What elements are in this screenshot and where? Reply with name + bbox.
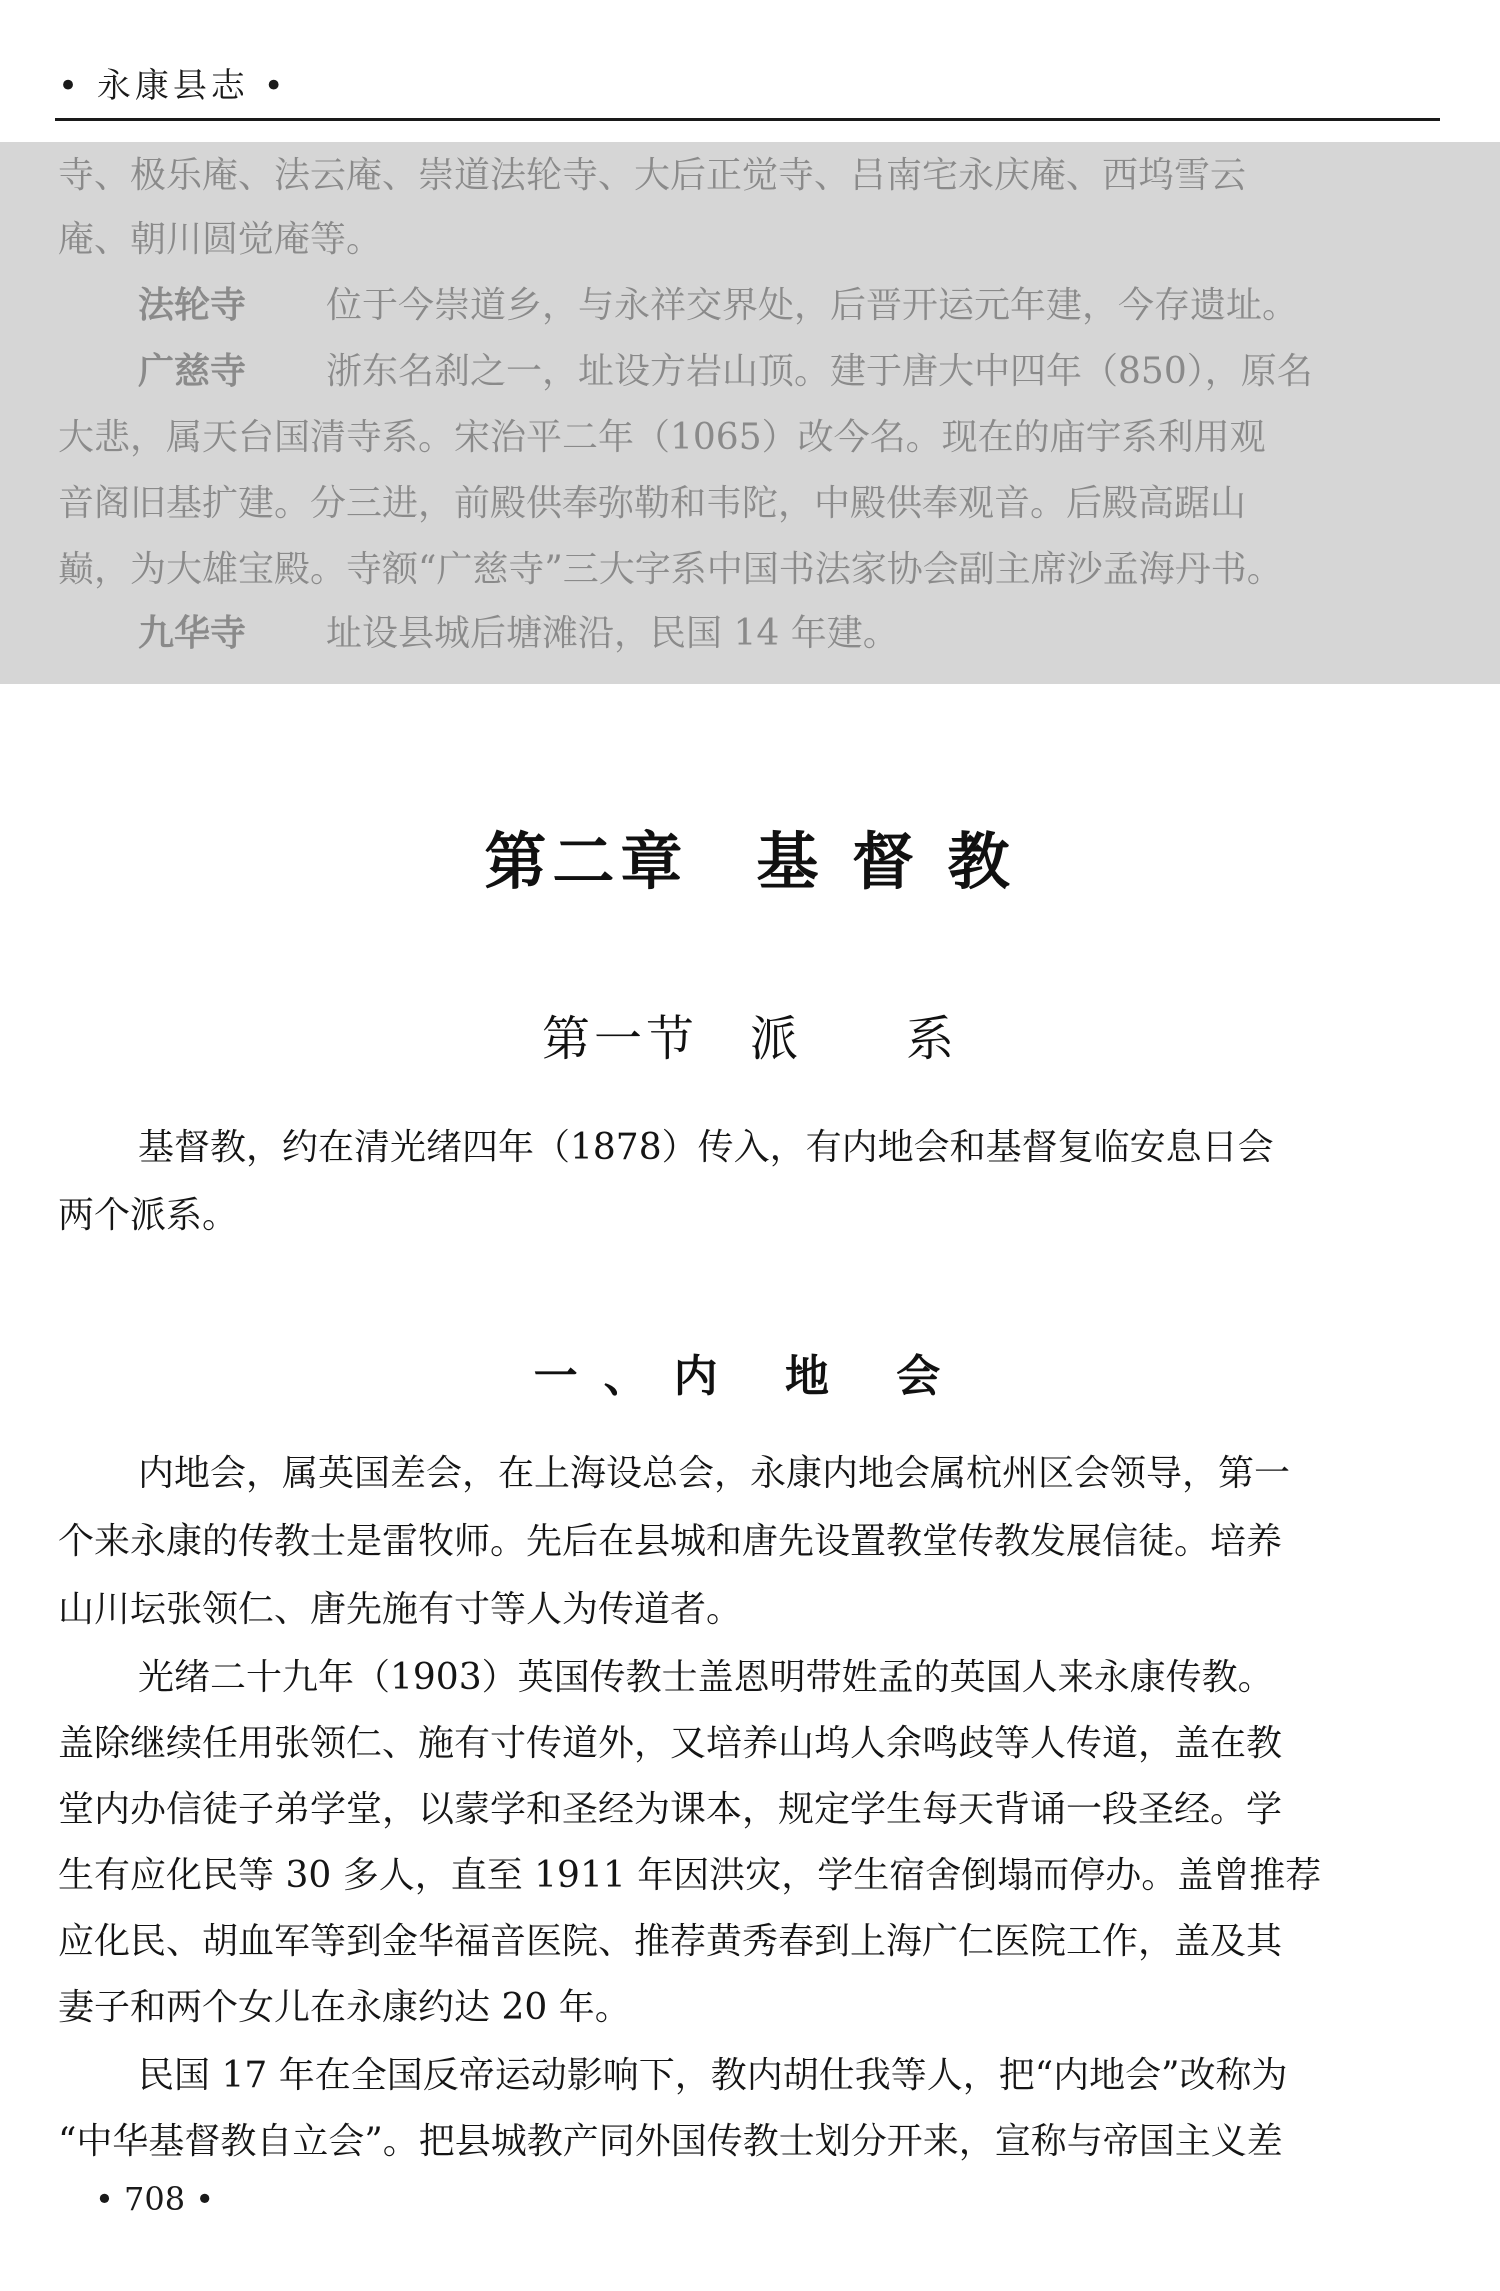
body-line-10: 民国 17 年在全国反帝运动影响下，教内胡仕我等人，把“内地会”改称为 <box>138 2055 1288 2096</box>
body-line-4: 光绪二十九年（1903）英国传教士盖恩明带姓孟的英国人来永康传教。 <box>138 1657 1274 1698</box>
shaded-line-1: 寺、极乐庵、法云庵、崇道法轮寺、大后正觉寺、吕南宅永庆庵、西坞雪云 <box>58 155 1247 196</box>
guangci-temple-label: 广慈寺 <box>138 351 247 392</box>
body-line-8: 应化民、胡血军等到金华福音医院、推荐黄秀春到上海广仁医院工作，盖及其 <box>58 1921 1283 1962</box>
jiuhua-temple-label: 九华寺 <box>138 613 247 654</box>
guangci-temple-entry <box>138 351 1500 392</box>
header-rule <box>55 118 1440 121</box>
body-line-1: 内地会，属英国差会，在上海设总会，永康内地会属杭州区会领导，第一 <box>138 1453 1291 1494</box>
guangci-temple-text: 浙东名刹之一，址设方岩山顶。建于唐大中四年（850），原名 <box>326 351 1313 392</box>
shaded-previous-section <box>0 142 1500 684</box>
running-header: • 永康县志 • <box>58 66 288 106</box>
falun-temple-entry <box>138 285 1500 326</box>
body-line-5: 盖除继续任用张领仁、施有寸传道外，又培养山坞人余鸣歧等人传道，盖在教 <box>58 1723 1283 1764</box>
intro-line-1: 基督教，约在清光绪四年（1878）传入，有内地会和基督复临安息日会 <box>138 1127 1274 1168</box>
subsection-title: 一、内 地 会 <box>533 1351 967 1402</box>
shaded-line-6: 音阁旧基扩建。分三进，前殿供奉弥勒和韦陀，中殿供奉观音。后殿高踞山 <box>58 483 1247 524</box>
page-number: • 708 • <box>95 2180 215 2218</box>
falun-temple-text: 位于今崇道乡，与永祥交界处，后晋开运元年建，今存遗址。 <box>326 285 1299 326</box>
chapter-title: 第二章 基 督 教 <box>484 825 1016 898</box>
body-line-3: 山川坛张领仁、唐先施有寸等人为传道者。 <box>58 1589 743 1630</box>
intro-line-2: 两个派系。 <box>58 1195 239 1236</box>
body-line-6: 堂内办信徒子弟学堂，以蒙学和圣经为课本，规定学生每天背诵一段圣经。学 <box>58 1789 1283 1830</box>
jiuhua-temple-text: 址设县城后塘滩沿，民国 14 年建。 <box>326 613 899 654</box>
jiuhua-temple-entry <box>138 613 1500 654</box>
body-line-7: 生有应化民等 30 多人，直至 1911 年因洪灾，学生宿舍倒塌而停办。盖曾推荐 <box>58 1855 1322 1896</box>
shaded-line-5: 大悲，属天台国清寺系。宋治平二年（1065）改今名。现在的庙宇系利用观 <box>58 417 1266 458</box>
body-line-11: “中华基督教自立会”。把县城教产同外国传教士划分开来，宣称与帝国主义差 <box>58 2121 1283 2162</box>
shaded-line-7: 巅，为大雄宝殿。寺额“广慈寺”三大字系中国书法家协会副主席沙孟海丹书。 <box>58 549 1283 590</box>
body-line-9: 妻子和两个女儿在永康约达 20 年。 <box>58 1987 631 2028</box>
shaded-line-2: 庵、朝川圆觉庵等。 <box>58 219 383 260</box>
body-line-2: 个来永康的传教士是雷牧师。先后在县城和唐先设置教堂传教发展信徒。培养 <box>58 1521 1283 1562</box>
falun-temple-label: 法轮寺 <box>138 285 247 326</box>
section-title: 第一节 派 系 <box>541 1011 958 1067</box>
